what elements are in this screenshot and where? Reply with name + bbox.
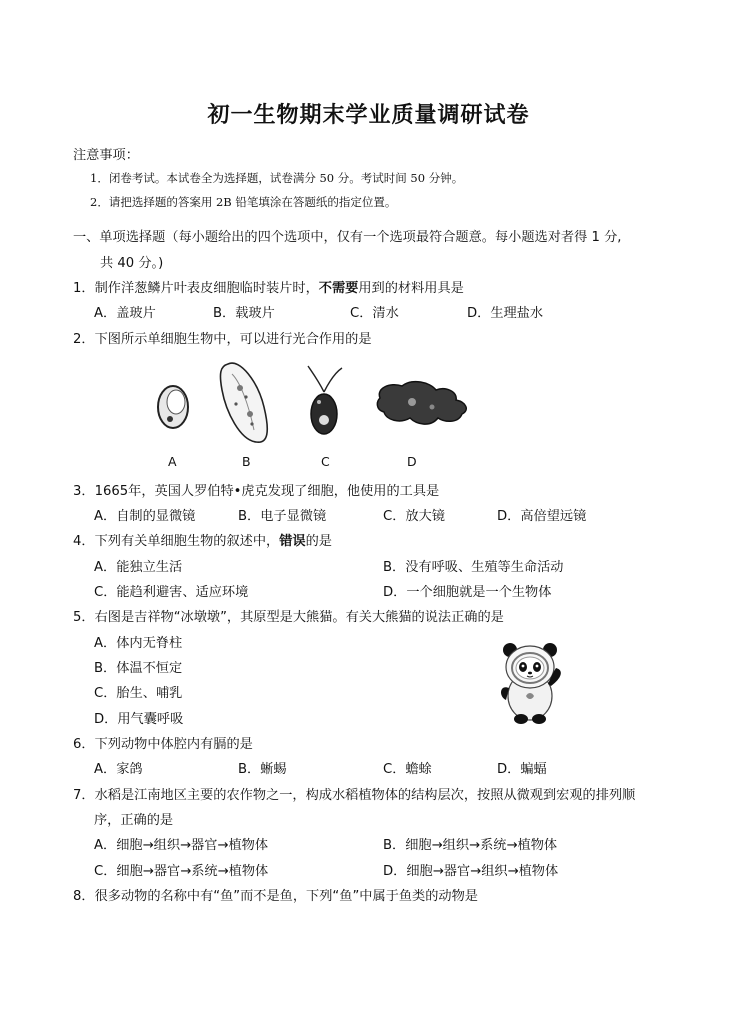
question-5-stem: 5．右图是吉祥物“冰墩墩”，其原型是大熊猫。有关大熊猫的说法正确的是 bbox=[73, 610, 504, 625]
q7-option-b[interactable]: B．细胞→组织→系统→植物体 bbox=[383, 838, 558, 853]
q5-option-a[interactable]: A．体内无脊柱 bbox=[94, 636, 183, 651]
q6-option-d[interactable]: D．蝙蝠 bbox=[497, 762, 547, 777]
q4-option-b[interactable]: B．没有呼吸、生殖等生命活动 bbox=[383, 560, 564, 575]
notice-item-1: 1．闭卷考试。本试卷全为选择题，试卷满分 50 分。考试时间 50 分钟。 bbox=[90, 171, 464, 185]
page-title: 初一生物期末学业质量调研试卷 bbox=[207, 103, 530, 128]
question-2-stem: 2．下图所示单细胞生物中，可以进行光合作用的是 bbox=[73, 332, 372, 347]
q3-option-c[interactable]: C．放大镜 bbox=[383, 509, 445, 524]
q7-option-d[interactable]: D．细胞→器官→组织→植物体 bbox=[383, 864, 559, 879]
question-7-stem-line2: 序，正确的是 bbox=[94, 813, 174, 828]
organism-b-paramecium bbox=[220, 363, 267, 442]
q3-option-b[interactable]: B．电子显微镜 bbox=[238, 509, 327, 524]
notice-item-2: 2．请把选择题的答案用 2B 铅笔填涂在答题纸的指定位置。 bbox=[90, 195, 397, 209]
figure-label-c: C bbox=[321, 454, 330, 469]
q3-option-a[interactable]: A．自制的显微镜 bbox=[94, 509, 196, 524]
section-heading-line1: 一、单项选择题（每小题给出的四个选项中，仅有一个选项最符合题意。每小题选对者得 1 分, bbox=[73, 230, 622, 245]
question-6-stem: 6．下列动物中体腔内有膈的是 bbox=[73, 737, 253, 752]
q7-option-c[interactable]: C．细胞→器官→系统→植物体 bbox=[94, 864, 269, 879]
organism-d-amoeba bbox=[377, 382, 466, 424]
q4-option-d[interactable]: D．一个细胞就是一个生物体 bbox=[383, 585, 552, 600]
question-7-stem-line1: 7．水稻是江南地区主要的农作物之一，构成水稻植物体的结构层次，按照从微观到宏观的排列顺 bbox=[73, 788, 636, 803]
q1-option-c[interactable]: C．清水 bbox=[350, 306, 399, 321]
q1-option-d[interactable]: D．生理盐水 bbox=[467, 306, 544, 321]
question-8-stem: 8．很多动物的名称中有“鱼”而不是鱼，下列“鱼”中属于鱼类的动物是 bbox=[73, 889, 478, 904]
organism-a-yeast bbox=[158, 386, 188, 428]
q4-option-c[interactable]: C．能趋利避害、适应环境 bbox=[94, 585, 249, 600]
q5-option-b[interactable]: B．体温不恒定 bbox=[94, 661, 183, 676]
figure-label-b: B bbox=[242, 454, 251, 469]
q1-option-b[interactable]: B．载玻片 bbox=[213, 306, 275, 321]
q6-option-a[interactable]: A．家鸽 bbox=[94, 762, 143, 777]
section-heading-line2: 共 40 分。) bbox=[100, 256, 164, 271]
question-3-stem: 3．1665年，英国人罗伯特•虎克发现了细胞，他使用的工具是 bbox=[73, 484, 440, 499]
q6-option-c[interactable]: C．蟾蜍 bbox=[383, 762, 432, 777]
q6-option-b[interactable]: B．蜥蜴 bbox=[238, 762, 287, 777]
q7-option-a[interactable]: A．细胞→组织→器官→植物体 bbox=[94, 838, 269, 853]
q3-option-d[interactable]: D．高倍望远镜 bbox=[497, 509, 587, 524]
organism-c-chlamydomonas bbox=[308, 366, 342, 434]
figure-label-a: A bbox=[168, 454, 177, 469]
question-4-stem: 4．下列有关单细胞生物的叙述中，错误的是 bbox=[73, 534, 332, 549]
q5-option-d[interactable]: D．用气囊呼吸 bbox=[94, 712, 184, 727]
q1-option-a[interactable]: A．盖玻片 bbox=[94, 306, 156, 321]
question-1-stem: 1．制作洋葱鳞片叶表皮细胞临时装片时，不需要用到的材料用具是 bbox=[73, 281, 464, 296]
mascot-panda-image bbox=[496, 640, 564, 726]
q4-option-a[interactable]: A．能独立生活 bbox=[94, 560, 183, 575]
notice-heading: 注意事项： bbox=[73, 148, 139, 163]
figure-label-d: D bbox=[407, 454, 417, 469]
q5-option-c[interactable]: C．胎生、哺乳 bbox=[94, 686, 183, 701]
organisms-figure bbox=[140, 352, 490, 452]
